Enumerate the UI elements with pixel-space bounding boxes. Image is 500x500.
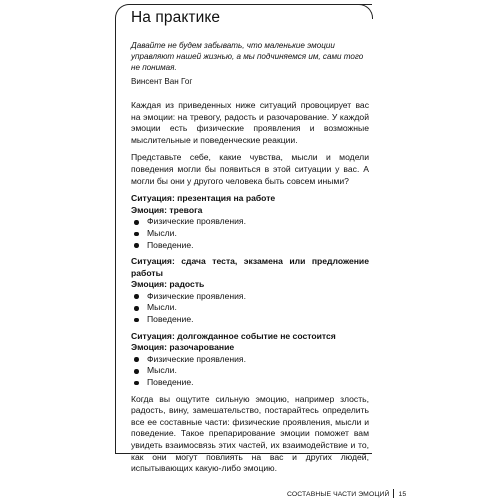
list-item: Поведение. <box>131 377 369 389</box>
bullet-list <box>131 216 369 251</box>
situation-heading: Ситуация: долгожданное событие не состоится <box>131 330 336 341</box>
page-number: 15 <box>398 491 407 498</box>
footer-divider <box>393 489 394 498</box>
closing-paragraph: Когда вы ощутите сильную эмоцию, например злость, радость, вину, замешательство, постарайтесь определить все ее составные части: физические проявления, мысли и поведение. Такое препарирование эмоции поможет вам увидеть взаимосвязь этих частей, их взаимодействие и то, как они могут повлиять на вас и других людей, испытывающих какую-либо эмоцию. <box>131 393 369 474</box>
list-item: Физические проявления. <box>131 216 369 228</box>
epigraph-quote: Давайте не будем забывать, что маленькие эмоции управляют нашей жизнью, а мы подчиняемся им, сами того не понимая. <box>131 41 364 72</box>
situation-heading: Ситуация: сдача теста, экзамена или предложение работы <box>131 256 369 278</box>
emotion-heading: Эмоция: разочарование <box>131 342 235 353</box>
list-item: Физические проявления. <box>131 354 369 366</box>
practice-box <box>131 8 369 481</box>
epigraph-author: Винсент Ван Гог <box>131 77 193 87</box>
bullet-list <box>131 291 369 326</box>
list-item: Физические проявления. <box>131 291 369 303</box>
emotion-heading: Эмоция: радость <box>131 279 205 290</box>
bullet-list <box>131 354 369 389</box>
list-item: Мысли. <box>131 228 369 240</box>
list-item: Мысли. <box>131 302 369 314</box>
list-item: Поведение. <box>131 314 369 326</box>
intro-paragraph: Каждая из приведенных ниже ситуаций провоцирует вас на эмоции: на тревогу, радость и разочарование. У каждой эмоции есть физические проявления и возможные мыслительные и поведенческие реакции. <box>131 99 369 145</box>
situation-block <box>131 256 369 326</box>
running-footer <box>287 489 406 498</box>
list-item: Поведение. <box>131 240 369 252</box>
emotion-heading: Эмоция: тревога <box>131 204 203 215</box>
situation-heading: Ситуация: презентация на работе <box>131 193 276 204</box>
box-title: На практике <box>131 9 221 26</box>
list-item: Мысли. <box>131 365 369 377</box>
intro-paragraph: Представьте себе, какие чувства, мысли и модели поведения могли бы появиться в этой ситуации у вас. А могли бы они у другого человека быть совсем иными? <box>131 152 369 186</box>
situation-block <box>131 331 369 389</box>
situation-block <box>131 193 369 251</box>
footer-section-title: СОСТАВНЫЕ ЧАСТИ ЭМОЦИЙ <box>287 491 390 498</box>
